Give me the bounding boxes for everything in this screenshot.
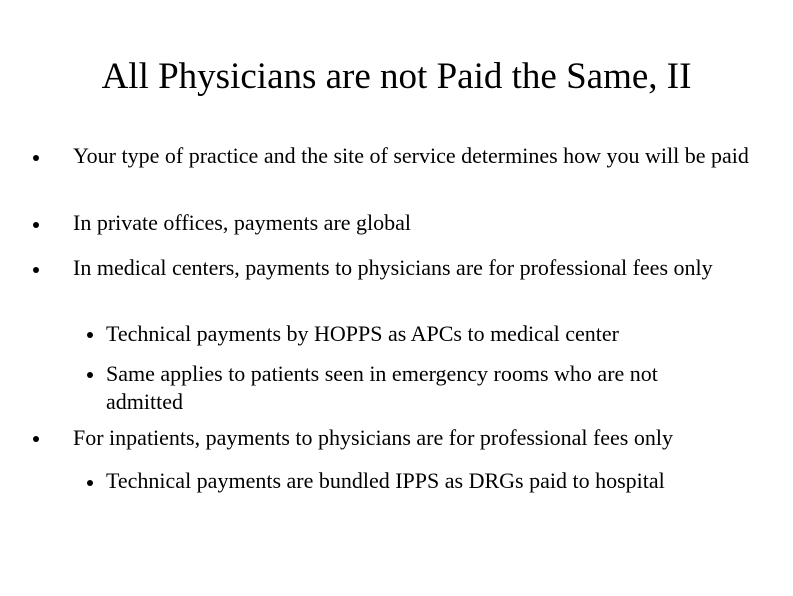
bullet-text: For inpatients, payments to physicians are for professional fees only: [73, 425, 673, 450]
bullet-text: In private offices, payments are global: [73, 210, 412, 235]
sub-bullet-text: Same applies to patients seen in emergency rooms who are not admitted: [106, 361, 658, 414]
bullet-text: Your type of practice and the site of service determines how you will be paid: [73, 143, 749, 168]
bullet-dot-icon: [33, 222, 39, 228]
bullet-text: In medical centers, payments to physicians are for professional fees only: [73, 255, 713, 280]
bullet-dot-icon: [87, 332, 93, 338]
slide-title: All Physicians are not Paid the Same, II: [101, 56, 692, 97]
bullet-dot-icon: [87, 480, 93, 486]
sub-bullet-text: Technical payments are bundled IPPS as DRGs paid to hospital: [106, 468, 665, 493]
sub-bullet-text: Technical payments by HOPPS as APCs to medical center: [106, 321, 619, 346]
bullet-dot-icon: [87, 372, 93, 378]
bullet-dot-icon: [33, 267, 39, 273]
bullet-dot-icon: [33, 155, 39, 161]
bullet-dot-icon: [33, 436, 39, 442]
